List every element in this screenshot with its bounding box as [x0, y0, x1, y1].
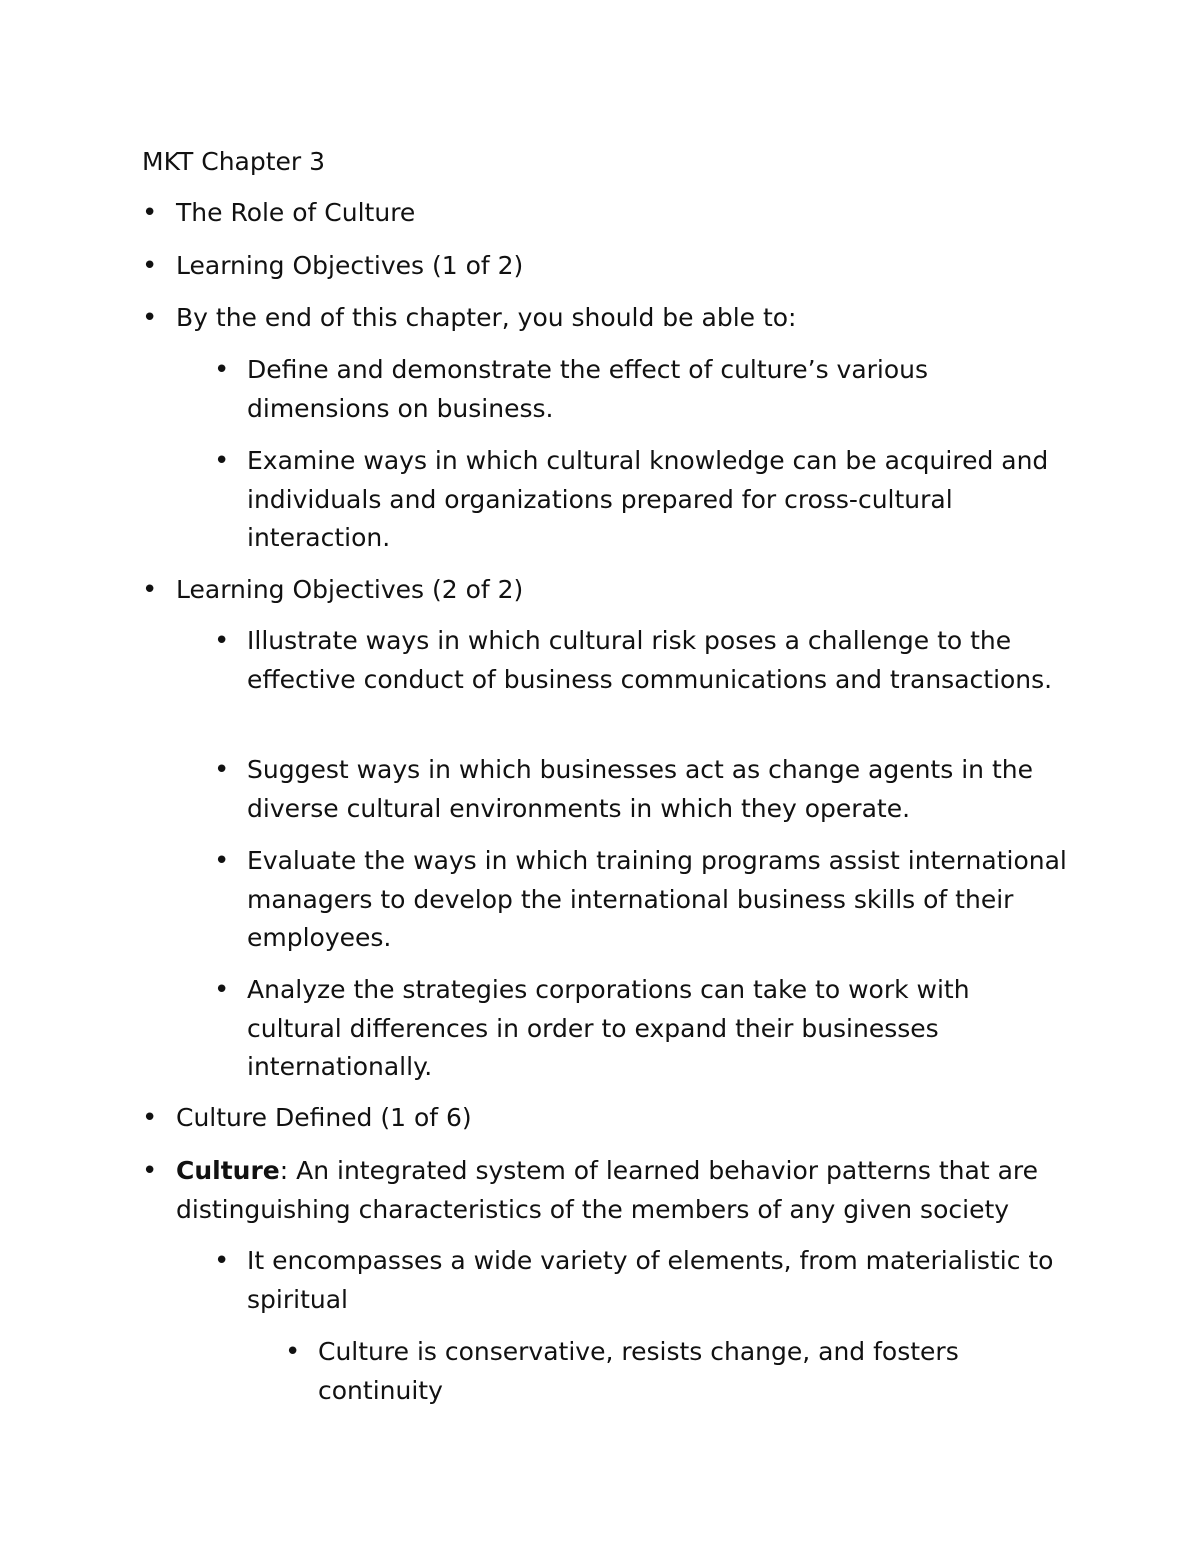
list-item	[214, 442, 1067, 558]
list-item-text: Evaluate the ways in which training programs assist international managers to develop the international business skills of their employees.	[247, 846, 1067, 952]
list-item	[142, 247, 1076, 286]
bullet-icon: •	[142, 1103, 158, 1133]
bullet-icon: •	[285, 1337, 301, 1367]
bullet-icon: •	[142, 251, 158, 281]
list-item	[142, 1152, 1076, 1229]
bullet-icon: •	[142, 575, 158, 605]
defined-term: Culture	[176, 1156, 280, 1185]
list-item-text: : An integrated system of learned behavior patterns that are distinguishing characteristics of the members of any given society	[176, 1156, 1039, 1224]
bullet-icon: •	[142, 1156, 158, 1186]
bullet-icon: •	[214, 846, 230, 876]
list-item	[214, 351, 1067, 428]
list-item	[214, 1242, 1067, 1319]
bullet-icon: •	[214, 626, 230, 656]
list-item-text: It encompasses a wide variety of elements, from materialistic to spiritual	[247, 1246, 1054, 1314]
list-item-text: Suggest ways in which businesses act as change agents in the diverse cultural environments in which they operate.	[247, 755, 1033, 823]
bullet-icon: •	[142, 303, 158, 333]
list-item	[142, 1099, 1076, 1138]
list-item-text: Define and demonstrate the effect of culture’s various dimensions on business.	[247, 355, 929, 423]
list-item	[285, 1333, 1058, 1410]
bullet-icon: •	[214, 1246, 230, 1276]
bullet-icon: •	[214, 975, 230, 1005]
bullet-icon: •	[214, 755, 230, 785]
list-item-text: Illustrate ways in which cultural risk poses a challenge to the effective conduct of business communications and transactions.	[247, 626, 1053, 694]
list-item-text: By the end of this chapter, you should be able to:	[176, 303, 797, 332]
list-item-text: Learning Objectives (2 of 2)	[176, 575, 524, 604]
list-item-text: The Role of Culture	[176, 198, 416, 227]
bullet-icon: •	[214, 446, 230, 476]
list-item	[214, 751, 1067, 828]
list-item-text: Culture is conservative, resists change, and fosters continuity	[318, 1337, 959, 1405]
bullet-icon: •	[142, 198, 158, 228]
list-item-text: Analyze the strategies corporations can take to work with cultural differences in order to expand their businesses internationally.	[247, 975, 970, 1081]
list-item-text: Examine ways in which cultural knowledge can be acquired and individuals and organizations prepared for cross-cultural interaction.	[247, 446, 1049, 552]
list-item	[214, 842, 1067, 958]
bullet-icon: •	[214, 355, 230, 385]
page-title: MKT Chapter 3	[142, 147, 326, 176]
list-item	[142, 194, 1076, 233]
list-item	[142, 299, 1076, 338]
list-item	[214, 622, 1067, 699]
list-item	[214, 971, 1067, 1087]
list-item-text: Learning Objectives (1 of 2)	[176, 251, 524, 280]
list-item	[142, 571, 1076, 610]
list-item-text: Culture Defined (1 of 6)	[176, 1103, 472, 1132]
